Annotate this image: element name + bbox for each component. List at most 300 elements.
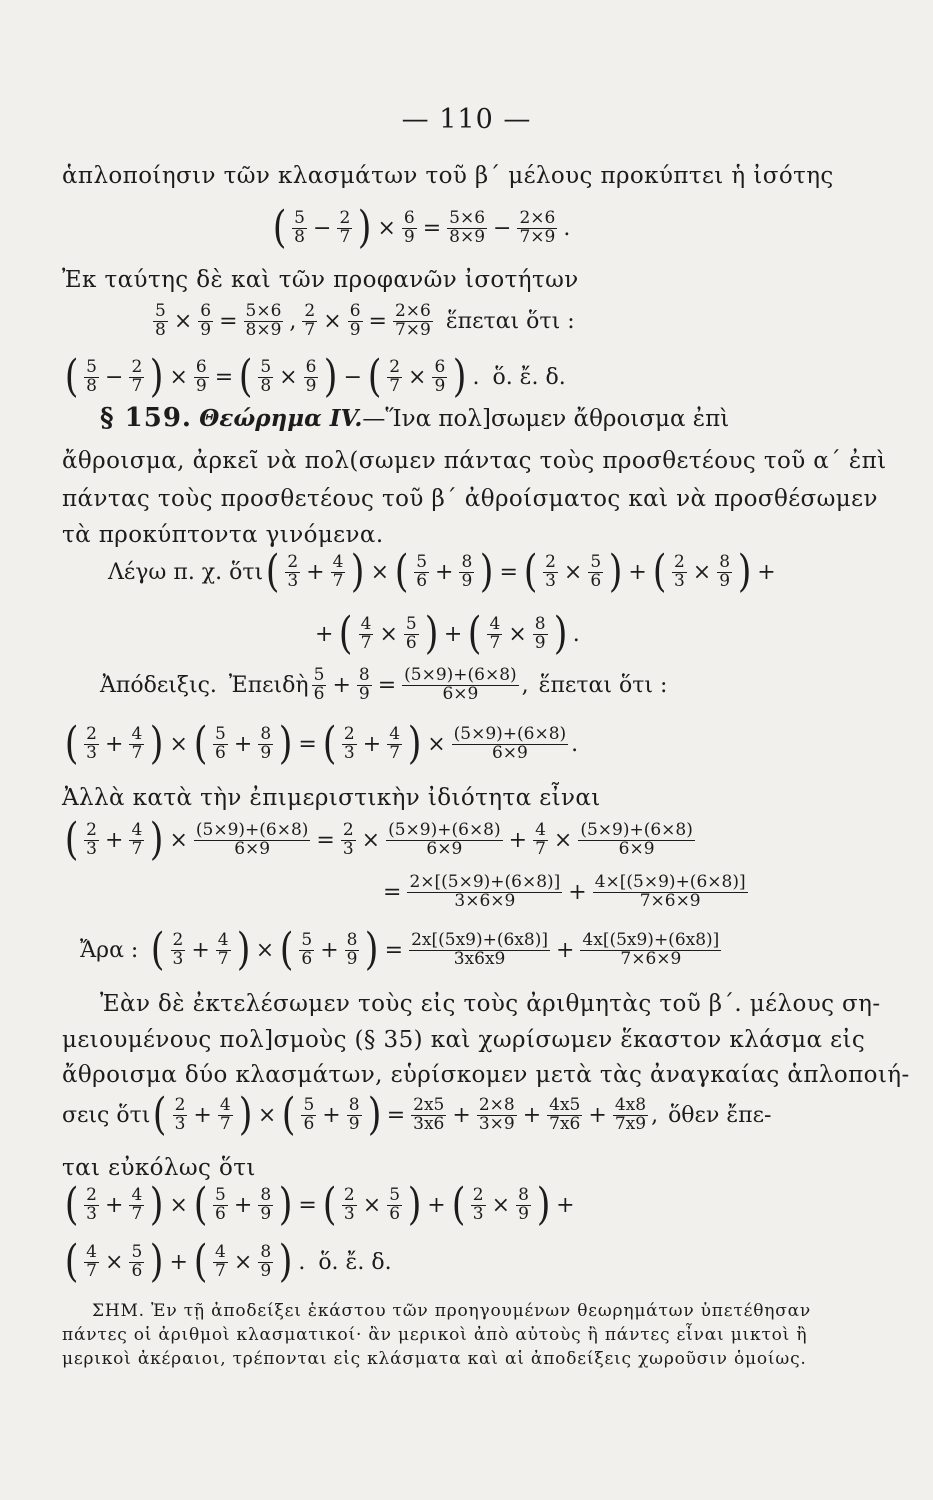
operator: + [757, 559, 776, 585]
fraction [302, 303, 317, 340]
numerator: 8 [518, 1184, 529, 1205]
paren: ) [608, 546, 623, 597]
fraction [516, 1184, 531, 1224]
distributive-equation-2 [380, 874, 751, 911]
fraction [299, 929, 314, 969]
denominator: 3×6×9 [454, 890, 516, 911]
paren: ( [451, 1179, 466, 1230]
fraction [258, 1184, 273, 1224]
numerator: 4×[(5×9)+(6×8)] [594, 872, 746, 892]
denominator: 3 [86, 742, 97, 763]
fraction [285, 551, 300, 591]
fraction [198, 303, 213, 340]
follows-text: ἕπεται ὅτι : [445, 308, 575, 334]
fraction [345, 929, 360, 969]
numerator: 2 [389, 356, 401, 377]
paren: ) [324, 351, 338, 402]
fraction [717, 551, 732, 591]
fraction [387, 356, 402, 396]
denominator: 3×9 [478, 1113, 515, 1134]
ara-label: Ἄρα : [80, 937, 139, 963]
operator: × [105, 1249, 124, 1275]
numerator: 2 [304, 301, 316, 321]
paren: ) [278, 718, 293, 769]
numerator: 2×[(5×9)+(6×8)] [409, 872, 561, 892]
fraction [672, 551, 687, 591]
fraction [258, 356, 273, 396]
operator: . [563, 215, 571, 241]
operator: + [233, 731, 253, 757]
operator: + [306, 559, 325, 585]
denominator: 6×9 [234, 838, 271, 859]
denominator: 7 [389, 375, 401, 396]
operator: + [588, 1102, 607, 1128]
operator: + [191, 937, 210, 963]
operator: + [556, 1192, 575, 1218]
paren: ) [149, 1236, 164, 1287]
fraction [129, 356, 144, 396]
operator: , [521, 672, 529, 698]
fraction [84, 356, 99, 396]
proof-prefix: Ἀπόδειξις. [100, 672, 217, 698]
intro-line: ἁπλοποίησιν τῶν κλασμάτων τοῦ β΄ μέλους προκύπτει ἡ ἰσότης [62, 163, 834, 189]
operator: + [452, 1102, 471, 1128]
denominator: 6×9 [618, 838, 655, 859]
paren: ) [367, 1089, 382, 1140]
paren: ( [322, 1179, 337, 1230]
numerator: 2 [545, 551, 556, 572]
denominator: 9 [260, 1260, 272, 1281]
denominator: 6 [313, 683, 325, 704]
numerator: 2 [472, 1184, 484, 1205]
operator: + [522, 1102, 542, 1128]
paren: ) [480, 546, 494, 597]
denominator: 7x9 [614, 1113, 647, 1134]
numerator: 4 [217, 929, 229, 950]
numerator: 8 [358, 665, 370, 685]
numerator: 4x[(5x9)+(6x8)] [582, 929, 720, 950]
operator: + [555, 937, 575, 963]
fraction [84, 819, 99, 859]
numerator: 5 [294, 207, 305, 228]
paren: ( [265, 546, 280, 597]
denominator: 9 [518, 1203, 529, 1224]
fraction [213, 723, 228, 763]
denominator: 7 [217, 948, 229, 969]
fraction [331, 551, 346, 591]
fraction [411, 1094, 446, 1134]
paren: ( [64, 718, 79, 769]
numerator: 2 [86, 1184, 97, 1205]
identities-line: Ἐκ ταύτης δὲ καὶ τῶν προφανῶν ἰσοτήτων [62, 267, 579, 293]
operator: × [169, 1192, 188, 1218]
proof-equation [62, 718, 579, 769]
fraction [588, 551, 603, 591]
denominator: 9 [349, 319, 361, 340]
operator: × [563, 559, 583, 585]
operator: × [379, 621, 398, 647]
denominator: 8×9 [245, 319, 282, 340]
denominator: 3 [472, 1203, 484, 1224]
numerator: (5×9)+(6×8) [195, 819, 309, 840]
operator: , [289, 308, 297, 334]
numerator: 6 [200, 301, 212, 321]
operator: × [408, 364, 427, 390]
denominator: 3 [343, 1203, 355, 1224]
fraction [613, 1094, 648, 1134]
numerator: 2 [287, 551, 299, 572]
page-number: — 110 — [401, 104, 532, 135]
numerator: 4 [131, 723, 143, 744]
denominator: 6 [303, 1113, 315, 1134]
fraction [213, 1184, 228, 1224]
denominator: 6 [301, 948, 313, 969]
fraction [84, 1184, 99, 1224]
fraction [216, 929, 231, 969]
operator: + [320, 937, 339, 963]
operator: + [315, 621, 334, 647]
numerator: 2 [174, 1094, 186, 1115]
fraction [213, 1241, 228, 1281]
numerator: 6 [349, 301, 361, 321]
fraction [337, 207, 352, 247]
operator: × [323, 308, 342, 334]
denominator: 3 [673, 570, 685, 591]
note-line: μερικοὶ ἀκέραιοι, τρέπονται εἰς κλάσματα καὶ αἱ ἀποδείξεις χωροῦσιν ὁμοίως. [62, 1349, 807, 1369]
denominator: 6×9 [442, 683, 479, 704]
numerator: 4 [332, 551, 344, 572]
denominator: 6×9 [491, 742, 528, 763]
fraction [258, 1241, 273, 1281]
distributive-equation [62, 814, 698, 865]
operator: × [362, 1192, 382, 1218]
claim-prefix: Λέγω π. χ. ὅτι [108, 559, 264, 585]
denominator: 6 [215, 742, 226, 763]
paren: ( [523, 546, 538, 597]
denominator: 9 [403, 226, 415, 247]
operator: × [169, 364, 188, 390]
operator: × [553, 827, 573, 853]
numerator: 5 [215, 1184, 226, 1205]
numerator: 6 [403, 207, 415, 228]
denominator: 3x6x9 [453, 948, 506, 969]
final-equation-line-1 [62, 1179, 578, 1230]
paren: ( [193, 1179, 208, 1230]
operator: × [692, 559, 712, 585]
operator: + [169, 1249, 188, 1275]
numerator: 6 [434, 356, 446, 377]
numerator: 4 [535, 819, 546, 840]
operator: − [313, 215, 332, 241]
fraction [387, 723, 402, 763]
operator: + [105, 731, 124, 757]
section-number: § 159. [100, 403, 192, 433]
fraction [580, 929, 721, 969]
numerator: (5×9)+(6×8) [388, 819, 501, 840]
paren: ( [394, 546, 409, 597]
operator: . [472, 364, 480, 390]
denominator: 7 [389, 742, 401, 763]
expanded-equation [62, 1089, 772, 1140]
paren: ( [281, 1089, 296, 1140]
numerator: 4 [389, 723, 401, 744]
paren: ) [737, 546, 752, 597]
denominator: 7 [131, 375, 143, 396]
numerator: 2 [673, 551, 685, 572]
hence-text: ὅθεν ἔπε- [668, 1102, 772, 1128]
numerator: 4 [86, 1241, 97, 1262]
ara-equation [80, 924, 724, 975]
fraction [414, 551, 429, 591]
numerator: 2 [86, 819, 97, 840]
operator: = [214, 364, 234, 390]
note-line: ΣΗΜ. Ἐν τῇ ἀποδείξει ἑκάστου τῶν προηγουμένων θεωρημάτων ὑπετέθησαν [92, 1301, 812, 1321]
operator: × [361, 827, 381, 853]
paren: ( [193, 1236, 208, 1287]
theorem-title: Θεώρημα IV. [199, 405, 363, 432]
fraction [347, 1094, 362, 1134]
denominator: 8 [86, 375, 97, 396]
fraction [447, 207, 487, 247]
numerator: 8 [260, 1184, 272, 1205]
fraction [258, 723, 273, 763]
operator: . [572, 621, 580, 647]
equation-2 [150, 303, 575, 340]
fraction [129, 1241, 144, 1281]
proof-line [100, 667, 667, 704]
fraction [593, 874, 748, 911]
numerator: 2 [131, 356, 143, 377]
paren: ( [64, 1236, 79, 1287]
denominator: 3 [172, 948, 184, 969]
body-line: ται εὐκόλως ὅτι [62, 1155, 256, 1181]
paren: ) [357, 202, 372, 253]
numerator: 2×8 [478, 1094, 515, 1115]
numerator: 4 [360, 613, 372, 634]
fraction [153, 303, 168, 340]
fraction [543, 551, 558, 591]
operator: − [343, 364, 363, 390]
body-line: τὰ προκύπτοντα γινόμενα. [62, 522, 384, 548]
equation-3 [62, 351, 566, 402]
numerator: 2 [172, 929, 184, 950]
operator: + [508, 827, 528, 853]
numerator: 5 [416, 551, 428, 572]
denominator: 9 [461, 570, 473, 591]
fraction [393, 303, 433, 340]
operator: × [491, 1192, 511, 1218]
distributive-line: Ἀλλὰ κατὰ τὴν ἐπιμεριστικὴν ἰδιότητα εἶναι [62, 785, 601, 811]
body-line: Ἐὰν δὲ ἐκτελέσωμεν τοὺς εἰς τοὺς ἀριθμητὰς τοῦ β΄. μέλους ση- [100, 991, 881, 1017]
operator: = [368, 308, 387, 334]
denominator: 6 [405, 632, 417, 653]
claim-equation-line-1 [108, 546, 779, 597]
paren: ) [351, 546, 365, 597]
operator: + [322, 1102, 341, 1128]
numerator: 8 [348, 1094, 360, 1115]
denominator: 3 [86, 1203, 97, 1224]
operator: + [362, 731, 382, 757]
numerator: 5 [405, 613, 417, 634]
fraction [404, 613, 419, 653]
fraction [84, 1241, 99, 1281]
denominator: 7 [131, 742, 143, 763]
numerator: 2 [343, 723, 355, 744]
fraction [304, 356, 319, 396]
fraction [292, 207, 307, 247]
numerator: 4 [219, 1094, 231, 1115]
operator: = [386, 1102, 406, 1128]
operator: = [316, 827, 335, 853]
numerator: 5 [389, 1184, 401, 1205]
denominator: 6 [590, 570, 602, 591]
denominator: 7 [304, 319, 316, 340]
operator: = [422, 215, 442, 241]
body-line: ἄθροισμα, ἀρκεῖ νὰ πολ(σωμεν πάντας τοὺς προσθετέους τοῦ α΄ ἐπὶ [62, 448, 887, 474]
fraction [129, 819, 144, 859]
fraction [342, 1184, 357, 1224]
denominator: 3 [342, 838, 354, 859]
paren: ( [64, 814, 79, 865]
denominator: 3 [343, 742, 355, 763]
denominator: 7×6×9 [639, 890, 701, 911]
denominator: 8×9 [449, 226, 486, 247]
operator: + [443, 621, 463, 647]
fraction [432, 356, 447, 396]
numerator: 5 [155, 301, 166, 321]
numerator: 6 [305, 356, 317, 377]
numerator: 5 [260, 356, 272, 377]
fraction [357, 667, 372, 704]
denominator: 3 [86, 838, 97, 859]
fraction [487, 613, 502, 653]
numerator: 8 [719, 551, 731, 572]
paren: ) [407, 1179, 422, 1230]
qed-text: ὅ. ἔ. δ. [492, 364, 566, 390]
operator: + [105, 827, 124, 853]
fraction [218, 1094, 233, 1134]
paren: ( [151, 924, 165, 975]
numerator: 4 [131, 1184, 143, 1205]
denominator: 9 [348, 1113, 360, 1134]
denominator: 7 [332, 570, 344, 591]
fraction [359, 613, 374, 653]
numerator: 8 [346, 929, 358, 950]
numerator: 5 [86, 356, 97, 377]
numerator: 2 [86, 723, 97, 744]
denominator: 7x6 [549, 1113, 581, 1134]
fraction [244, 303, 284, 340]
denominator: 7 [360, 632, 372, 653]
final-equation-line-2 [62, 1236, 392, 1287]
paren: ) [452, 351, 467, 402]
paren: ( [279, 924, 294, 975]
operator: × [255, 937, 275, 963]
denominator: 9 [195, 375, 207, 396]
denominator: 9 [260, 1203, 272, 1224]
fraction [533, 819, 548, 859]
fraction [517, 207, 557, 247]
operator: × [173, 308, 193, 334]
numerator: 4x5 [549, 1094, 581, 1115]
numerator: 4 [489, 613, 501, 634]
equation-1 [270, 202, 573, 253]
denominator: 9 [358, 683, 370, 704]
denominator: 9 [200, 319, 212, 340]
numerator: 8 [260, 723, 272, 744]
operator: × [279, 364, 298, 390]
operator: × [377, 215, 396, 241]
fraction [348, 303, 363, 340]
paren: ) [236, 924, 251, 975]
denominator: 7 [339, 226, 351, 247]
paren: ) [149, 718, 164, 769]
numerator: 2×6 [394, 301, 431, 321]
fraction [402, 207, 417, 247]
denominator: 7×6×9 [620, 948, 682, 969]
operator: . [571, 731, 579, 757]
operator: + [427, 1192, 446, 1218]
paren: ) [536, 1179, 551, 1230]
qed-text: ὅ. ἔ. δ. [318, 1249, 392, 1275]
fraction [547, 1094, 582, 1134]
operator: = [499, 559, 518, 585]
denominator: 6 [131, 1260, 143, 1281]
operator: = [384, 937, 404, 963]
fraction [452, 723, 569, 763]
operator: + [628, 559, 647, 585]
fraction [341, 819, 356, 859]
numerator: 2 [343, 1184, 355, 1205]
numerator: 2 [342, 819, 354, 840]
denominator: 7×9 [394, 319, 431, 340]
denominator: 6×9 [426, 838, 463, 859]
fraction [407, 874, 562, 911]
operator: + [435, 559, 454, 585]
denominator: 6 [389, 1203, 401, 1224]
fraction [301, 1094, 316, 1134]
operator: − [493, 215, 512, 241]
paren: ( [322, 718, 337, 769]
paren: ) [149, 1179, 164, 1230]
fraction [409, 929, 550, 969]
fraction [533, 613, 548, 653]
operator: . [298, 1249, 306, 1275]
numerator: 5 [303, 1094, 315, 1115]
body-line: ἄθροισμα δύο κλασμάτων, εὑρίσκομεν μετὰ τὰς ἀναγκαίας ἁπλοποιή- [62, 1062, 910, 1088]
numerator: 2 [339, 207, 351, 228]
operator: × [233, 1249, 253, 1275]
fraction [471, 1184, 486, 1224]
fraction [173, 1094, 188, 1134]
operator: + [332, 672, 351, 698]
denominator: 3 [287, 570, 299, 591]
operator: + [105, 1192, 124, 1218]
paren: ( [468, 608, 482, 659]
fraction [402, 667, 519, 704]
denominator: 3 [174, 1113, 186, 1134]
denominator: 8 [260, 375, 272, 396]
denominator: 7×9 [519, 226, 556, 247]
fraction [387, 1184, 402, 1224]
denominator: 7 [215, 1260, 226, 1281]
fraction [477, 1094, 517, 1134]
denominator: 9 [260, 742, 272, 763]
operator: = [377, 672, 397, 698]
body-line: πάντας τοὺς προσθετέους τοῦ β΄ ἀθροίσματος καὶ νὰ προσθέσωμεν [62, 486, 878, 512]
numerator: 5 [313, 665, 325, 685]
numerator: 5×6 [245, 301, 282, 321]
